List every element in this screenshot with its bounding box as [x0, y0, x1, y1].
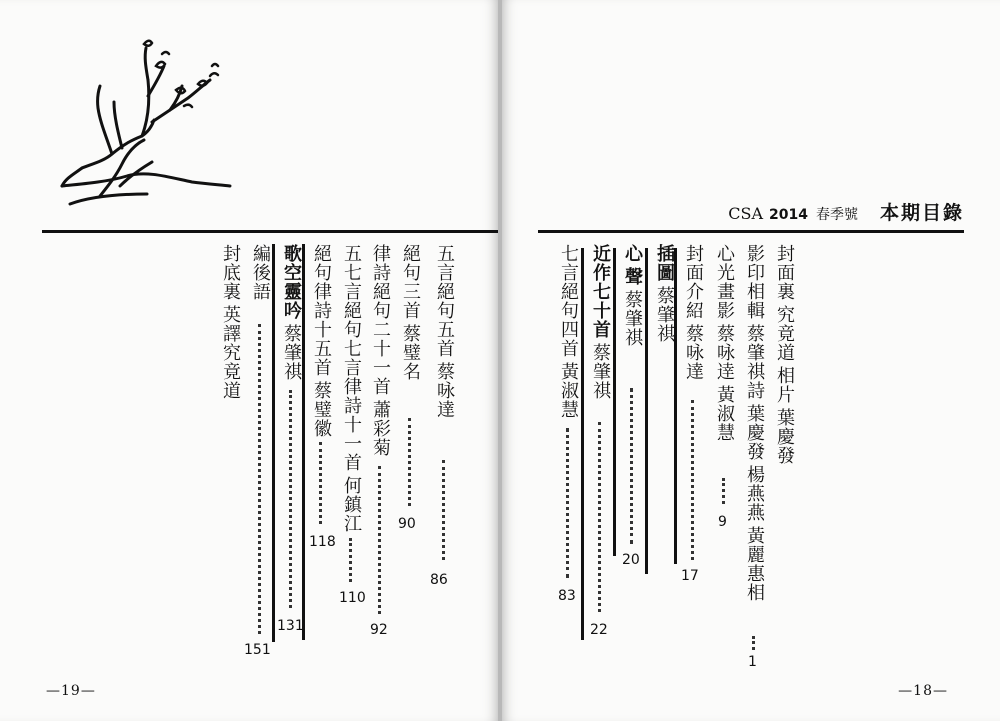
- dot-leader: [289, 390, 292, 608]
- page-number: 90: [398, 516, 416, 532]
- section-divider: [581, 248, 584, 640]
- page-number: 151: [244, 642, 271, 658]
- page-number: 92: [370, 622, 388, 638]
- page-18: [502, 0, 1000, 721]
- section-divider: [613, 248, 616, 556]
- header-rule: [42, 230, 498, 233]
- folio-19: —19—: [46, 683, 96, 699]
- dot-leader: [566, 428, 569, 578]
- page-number: 131: [277, 618, 304, 634]
- toc-title: 本期目錄: [879, 202, 964, 224]
- section-divider: [272, 244, 275, 642]
- toc-entry-fengmianli[interactable]: 封面裏究竟道相片葉慶發: [774, 244, 795, 465]
- dot-leader: [378, 466, 381, 614]
- plum-blossom-ink-sketch: [52, 36, 232, 216]
- page-number: 20: [622, 552, 640, 568]
- issue-year: 2014: [769, 207, 808, 223]
- toc-entry-ge-kongling-yin[interactable]: 歌空靈吟蔡肇祺 131: [277, 244, 304, 634]
- section-divider: [645, 248, 648, 574]
- toc-entry-wuyan-jueju[interactable]: 五言絕句五首蔡咏達 86: [430, 244, 455, 588]
- page-number: 110: [339, 590, 366, 606]
- toc-entry-wuqiyan-jueju-lushi[interactable]: 五七言絕句七言律詩十一首何鎮江 110: [339, 244, 366, 606]
- toc-entry-lushi-jueju[interactable]: 律詩絕句二十一首蕭彩菊 92: [370, 244, 391, 638]
- toc-entry-jueju-sanshou[interactable]: 絕句三首蔡璧名 90: [398, 244, 421, 532]
- toc-entry-bianhouyu[interactable]: 編後語 151: [244, 244, 271, 658]
- header-rule: [538, 230, 964, 233]
- toc-entry-jueju-lushi-shiwu[interactable]: 絕句律詩十五首蔡璧徽 118: [309, 244, 336, 550]
- dot-leader: [598, 422, 601, 612]
- toc-entry-fengdili[interactable]: 封底裏英譯究竟道: [220, 244, 241, 400]
- page-number: 118: [309, 534, 336, 550]
- toc-entry-jinzuo-qishishou[interactable]: 近作七十首蔡肇祺 22: [590, 244, 611, 638]
- page-number: 22: [590, 622, 608, 638]
- dot-leader: [319, 442, 322, 524]
- dot-leader: [722, 478, 725, 504]
- dot-leader: [258, 324, 261, 634]
- toc-entry-xinsheng[interactable]: 心聲蔡肇祺 20: [622, 244, 643, 568]
- dot-leader: [752, 636, 755, 650]
- toc-entry-yingyin-xiangji[interactable]: 影印相輯蔡肇祺詩葉慶發楊燕燕黃麗惠相 1: [744, 244, 765, 670]
- page-number: 17: [681, 568, 699, 584]
- page-number: 86: [430, 572, 448, 588]
- toc-entry-qiyan-jueju-sishou[interactable]: 七言絕句四首黃淑慧 83: [558, 244, 579, 604]
- toc-entry-chatu[interactable]: 插圖蔡肇祺: [654, 244, 675, 343]
- dot-leader: [408, 418, 411, 506]
- toc-entry-xinguang-huaying[interactable]: 心光畫影蔡咏逹黃淑慧 9: [714, 244, 735, 530]
- dot-leader: [349, 538, 352, 582]
- toc-header: [728, 198, 964, 225]
- issue-season: 春季號: [815, 207, 858, 223]
- magazine-name: CSA: [728, 204, 764, 223]
- toc-entry-fengmian-jieshao[interactable]: 封面介紹蔡咏達 17: [681, 244, 704, 584]
- dot-leader: [442, 460, 445, 560]
- page-number: 83: [558, 588, 576, 604]
- folio-18: —18—: [898, 683, 948, 699]
- dot-leader: [630, 388, 633, 544]
- dot-leader: [691, 400, 694, 560]
- page-19: [0, 0, 498, 721]
- page-number: 9: [718, 514, 727, 530]
- page-number: 1: [748, 654, 757, 670]
